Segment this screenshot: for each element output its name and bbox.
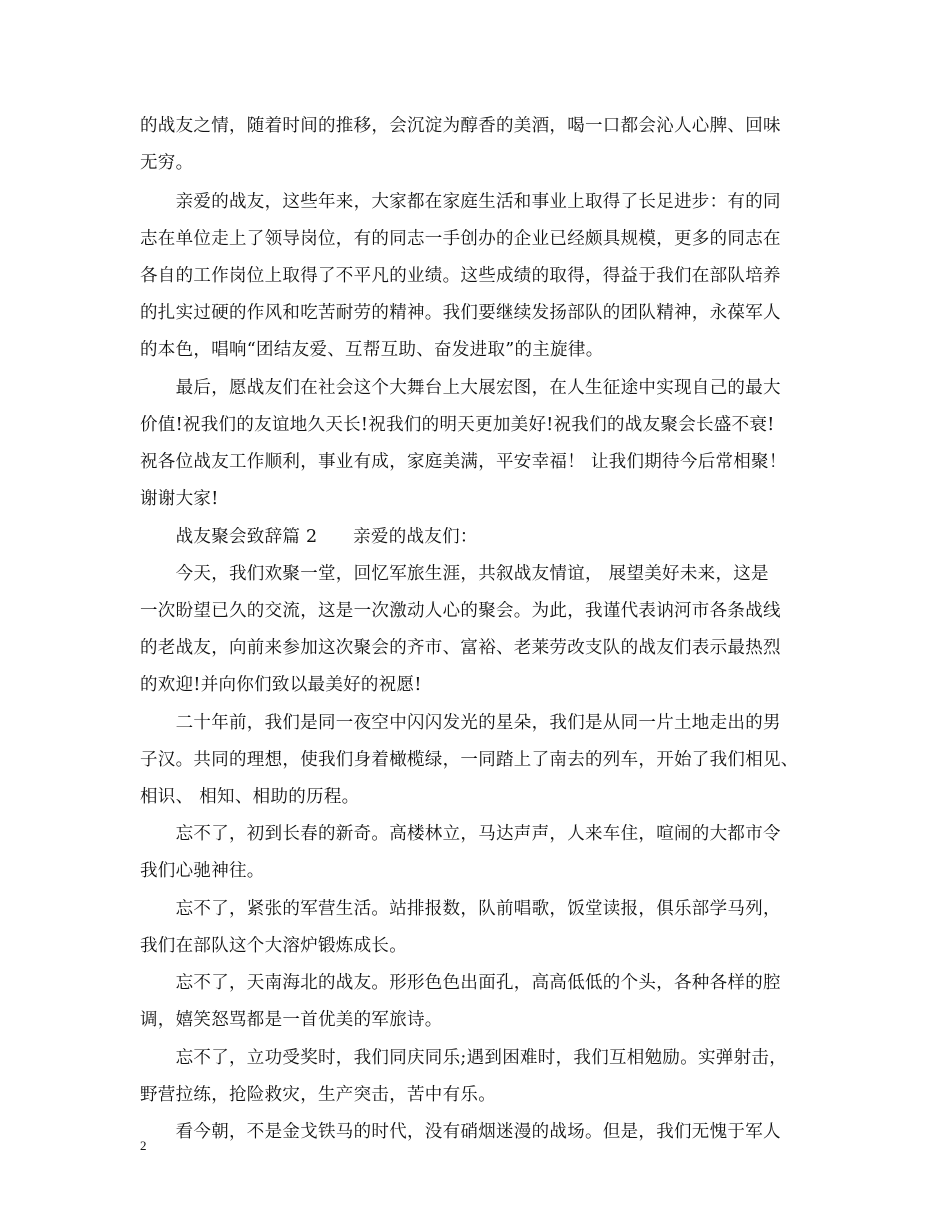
- text-line: 亲爱的战友，这些年来，大家都在家庭生活和事业上取得了长足进步：有的同: [140, 192, 781, 212]
- text-line: 祝各位战友工作顺利，事业有成，家庭美满，平安幸福！ 让我们期待今后常相聚！: [140, 452, 787, 472]
- page-number: 2: [140, 1138, 147, 1153]
- text-line: 忘不了，立功受奖时，我们同庆同乐;遇到困难时，我们互相勉励。实弹射击，: [140, 1048, 787, 1068]
- text-line: 二十年前，我们是同一夜空中闪闪发光的星朵，我们是从同一片土地走出的男: [140, 713, 781, 733]
- text-line: 价值!祝我们的友谊地久天长!祝我们的明天更加美好!祝我们的战友聚会长盛不衰!: [140, 415, 775, 435]
- text-line: 的扎实过硬的作风和吃苦耐劳的精神。我们要继续发扬部队的团队精神，永葆军人: [140, 303, 781, 323]
- text-line: 的本色，唱响“团结友爱、互帮互助、奋发进取”的主旋律。: [140, 340, 604, 360]
- text-line: 无穷。: [140, 153, 194, 173]
- text-line: 志在单位走上了领导岗位，有的同志一手创办的企业已经颇具规模，更多的同志在: [140, 229, 781, 249]
- section-heading: 战友聚会致辞篇 2 亲爱的战友们：: [140, 527, 478, 547]
- text-line: 忘不了，紧张的军营生活。站排报数，队前唱歌，饭堂读报，俱乐部学马列，: [140, 899, 781, 919]
- text-line: 我们在部队这个大溶炉锻炼成长。: [140, 936, 407, 956]
- text-line: 的欢迎!并向你们致以最美好的祝愿!: [140, 675, 422, 695]
- text-line: 我们心驰神往。: [140, 861, 265, 881]
- text-line: 忘不了，初到长春的新奇。高楼林立，马达声声，人来车住，喧闹的大都市令: [140, 824, 781, 844]
- text-line: 相识、 相知、相助的历程。: [140, 787, 360, 807]
- text-line: 一次盼望已久的交流，这是一次激动人心的聚会。为此，我谨代表讷河市各条战线: [140, 601, 781, 621]
- text-line: 的战友之情，随着时间的推移，会沉淀为醇香的美酒，喝一口都会沁人心脾、回味: [140, 116, 781, 136]
- text-line: 野营拉练，抢险救灾，生产突击，苦中有乐。: [140, 1085, 496, 1105]
- text-line: 看今朝，不是金戈铁马的时代，没有硝烟迷漫的战场。但是，我们无愧于军人: [140, 1122, 781, 1142]
- text-line: 忘不了，天南海北的战友。形形色色出面孔，高高低低的个头，各种各样的腔: [140, 973, 781, 993]
- text-line: 今天，我们欢聚一堂，回忆军旅生涯，共叙战友情谊， 展望美好未来，这是: [140, 564, 769, 584]
- text-line: 子汉。共同的理想，使我们身着橄榄绿，一同踏上了南去的列车，开始了我们相见、: [140, 750, 799, 770]
- text-line: 各自的工作岗位上取得了不平凡的业绩。这些成绩的取得，得益于我们在部队培养: [140, 266, 781, 286]
- text-line: 的老战友，向前来参加这次聚会的齐市、富裕、老莱劳改支队的战友们表示最热烈: [140, 638, 781, 658]
- text-line: 最后，愿战友们在社会这个大舞台上大展宏图，在人生征途中实现自己的最大: [140, 378, 781, 398]
- text-line: 调，嬉笑怒骂都是一首优美的军旅诗。: [140, 1010, 443, 1030]
- text-line: 谢谢大家!: [140, 489, 219, 509]
